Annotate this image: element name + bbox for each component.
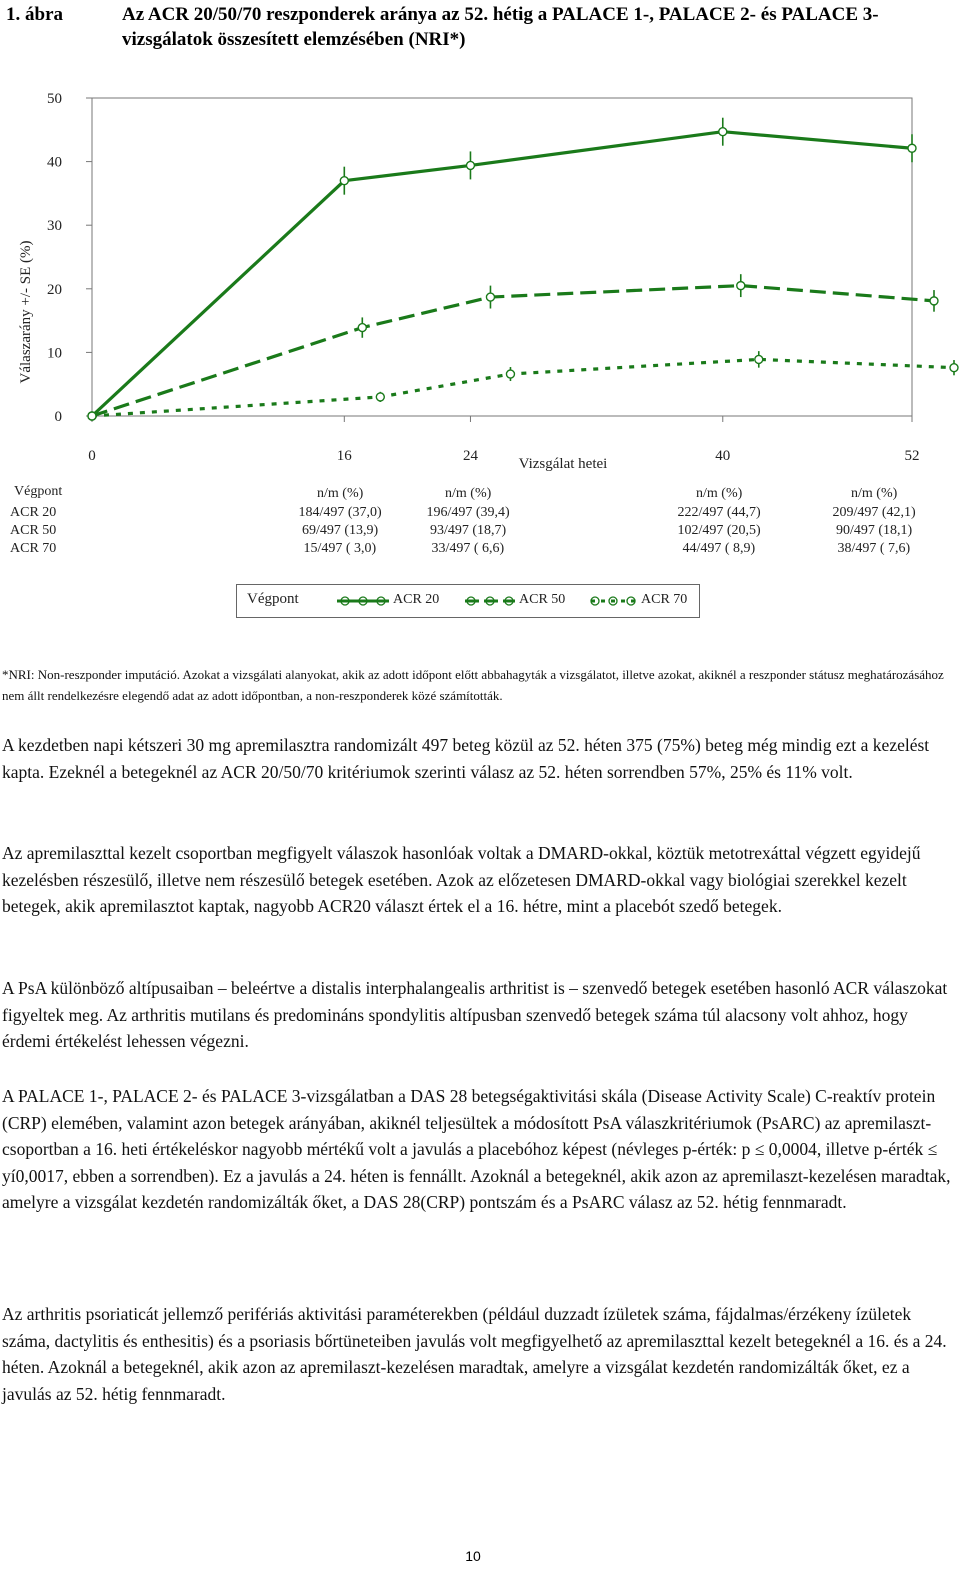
- series-line-acr50: [92, 286, 934, 416]
- data-point-acr70: [88, 412, 96, 420]
- data-point-acr50: [737, 282, 745, 290]
- table-cell: 196/497 (39,4): [426, 505, 510, 520]
- figure-footnote: *NRI: Non-reszponder imputáció. Azokat a vizsgálati alanyokat, akik az adott időpont előtt abbahagyták a vizsgálatot, illetve azokat, akiknél a reszponder státusz meghatározásához nem állt rendelkezésre elegendő adat az adott időpontban, a non-reszponderek közé számították.: [2, 667, 944, 703]
- legend-title: Végpont: [247, 591, 299, 607]
- paragraph: Az arthritis psoriaticát jellemző perifériás aktivitási paraméterekben (például duzzadt ízületek száma, fájdalmas/érzékeny ízületek száma, dactylitis és enthesitis) és a psoriasis bőrtüneteiben javulás volt megfigyelhető az apremilaszttal kezelt betegeknél a 16. és a 24. héten. Azoknál a betegeknél, akik azon az apremilaszt-kezelésen maradtak, amelyre a vizsgálat kezdetén randomizálták őket, ez a javulás az 52. hétig fennmaradt.: [2, 1304, 947, 1404]
- y-tick-label: 10: [47, 345, 62, 362]
- table-cell: 93/497 (18,7): [430, 523, 507, 538]
- x-tick-label: 0: [88, 448, 96, 464]
- data-point-acr70: [755, 355, 763, 363]
- table-cell: 38/497 ( 7,6): [837, 541, 911, 556]
- chart-axes: [47, 91, 920, 464]
- paragraph: Az apremilaszttal kezelt csoportban megfigyelt válaszok hasonlóak voltak a DMARD-okkal, köztük metotrexáttal végzett egyidejű kezelésben részesülő, illetve nem részesülő betegek esetében. Azok az előzetesen DMARD-okkal vagy biológiai szerekkel kezelt betegek, akik apremilasztot kaptak, nagyobb ACR20 választ értek el a 16. hétre, mint a placebót szedő betegek.: [2, 843, 921, 916]
- table-endpoint-header: Végpont: [14, 484, 63, 499]
- table-col-header: n/m (%): [696, 486, 743, 501]
- x-tick-label: 40: [715, 448, 731, 464]
- legend-item-acr20: ACR 20: [393, 592, 440, 607]
- table-cell: 209/497 (42,1): [832, 505, 916, 520]
- legend-swatch-acr20: [335, 589, 391, 613]
- table-cell: 69/497 (13,9): [302, 523, 379, 538]
- paragraph: A PsA különböző altípusaiban – beleértve a distalis interphalangealis arthritist is – szenvedő betegek esetében hasonló ACR válaszokat figyeltek meg. Az arthritis mutilans és predomináns spondylitis altípusban szenvedő betegek száma túl alacsony volt ahhoz, hogy érdemi értékelést lehessen végezni.: [2, 978, 948, 1051]
- x-tick-label: 24: [462, 448, 478, 464]
- data-point-acr70: [950, 364, 958, 372]
- series-line-acr70: [92, 359, 954, 416]
- series-line-acr20: [92, 132, 912, 416]
- y-tick-label: 50: [47, 91, 62, 107]
- data-point-acr50: [486, 293, 494, 301]
- data-point-acr20: [340, 177, 348, 185]
- page-number: 10: [465, 1548, 481, 1564]
- x-axis-label: Vizsgálat hetei: [518, 456, 608, 472]
- plot-frame: [92, 98, 912, 416]
- legend-item-acr70: ACR 70: [641, 592, 688, 607]
- table-col-header: n/m (%): [851, 486, 898, 501]
- y-axis-label: Válaszarány +/- SE (%): [18, 240, 34, 384]
- table-cell: 222/497 (44,7): [677, 505, 761, 520]
- table-row-label: ACR 50: [10, 523, 57, 538]
- table-cell: 90/497 (18,1): [836, 523, 913, 538]
- table-row-label: ACR 70: [10, 541, 57, 556]
- data-point-acr50: [358, 324, 366, 332]
- legend-item-acr50: ACR 50: [519, 592, 566, 607]
- x-tick-label: 52: [904, 448, 920, 464]
- legend-swatch-acr50: [463, 589, 517, 613]
- chart-legend: [236, 584, 700, 618]
- table-col-header: n/m (%): [317, 486, 364, 501]
- table-cell: 15/497 ( 3,0): [303, 541, 377, 556]
- table-col-header: n/m (%): [445, 486, 492, 501]
- table-cell: 44/497 ( 8,9): [682, 541, 756, 556]
- data-point-acr70: [376, 393, 384, 401]
- data-point-acr20: [908, 144, 916, 152]
- table-cell: 33/497 ( 6,6): [431, 541, 505, 556]
- legend-swatch-acr70: [589, 589, 637, 613]
- table-cell: 102/497 (20,5): [677, 523, 761, 538]
- data-point-acr70: [506, 370, 514, 378]
- y-tick-label: 40: [47, 154, 62, 171]
- y-tick-label: 30: [47, 218, 62, 235]
- data-point-acr20: [466, 161, 474, 169]
- y-tick-label: 0: [54, 409, 62, 425]
- y-tick-label: 20: [47, 281, 62, 298]
- data-point-acr20: [719, 128, 727, 136]
- table-cell: 184/497 (37,0): [298, 505, 382, 520]
- acr-response-chart: [0, 70, 960, 480]
- chart-series-layer: [88, 118, 958, 420]
- paragraph: A PALACE 1-, PALACE 2- és PALACE 3-vizsgálatban a DAS 28 betegségaktivitási skála (Disease Activity Scale) C-reaktív protein (CRP) elemében, valamint azon betegek arányában, akiknél teljesültek a módosított PsA válaszkritériumok (PsARC) az apremilaszt-csoportban a 16. heti értékeléskor nagyobb mértékű volt a javulás a placebóhoz képest (névleges p-érték: p ≤ 0,0004, illetve p-érték ≤ yí0,0017, ebben a sorrendben). Ez a javulás a 24. héten is fennállt. Azoknál a betegeknél, akik azon az apremilaszt-kezelésen maradtak, amelyre a vizsgálat kezdetén randomizálták őket, a DAS 28(CRP) pontszám és a PsARC válasz az 52. hétig fennmaradt.: [2, 1086, 951, 1212]
- x-tick-label: 16: [336, 448, 352, 464]
- table-row-label: ACR 20: [10, 505, 57, 520]
- data-point-acr50: [930, 297, 938, 305]
- figure-number: 1. ábra: [6, 4, 63, 25]
- paragraph: A kezdetben napi kétszeri 30 mg apremilasztra randomizált 497 beteg közül az 52. héten 375 (75%) beteg még mindig ezt a kezelést kapta. Ezeknél a betegeknél az ACR 20/50/70 kritériumok szerinti válasz az 52. héten sorrendben 57%, 25% és 11% volt.: [2, 735, 930, 782]
- figure-title: Az ACR 20/50/70 reszponderek aránya az 52. hétig a PALACE 1-, PALACE 2- és PALACE 3-vizsgálatok összesített elemzésében (NRI*): [122, 4, 879, 50]
